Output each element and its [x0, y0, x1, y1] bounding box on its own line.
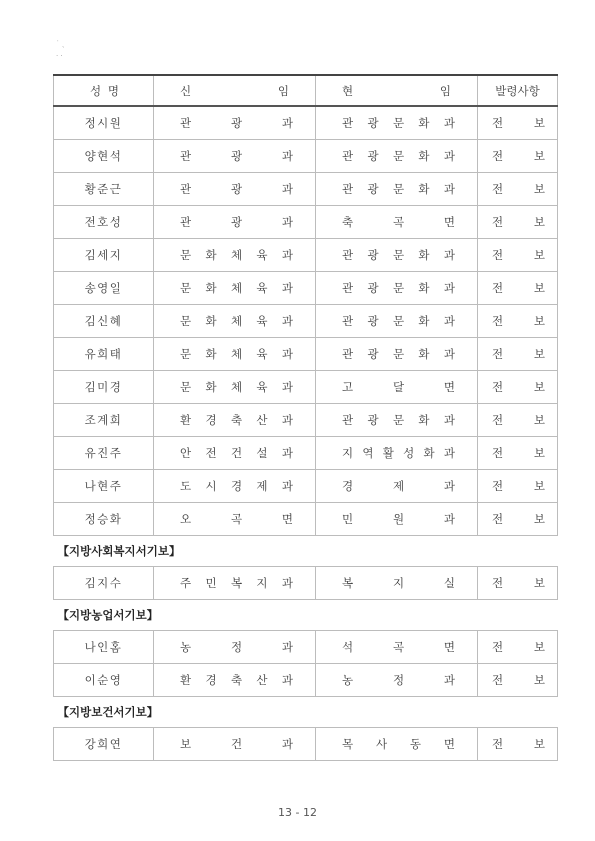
person-name: 김신혜 — [54, 305, 154, 338]
scan-specks: ˙ ˎ · · — [56, 40, 66, 60]
current-post-cell: 축 곡 면 — [316, 206, 478, 239]
current-post-cell: 석 곡 면 — [316, 631, 478, 664]
new-post-cell: 보 건 과 — [154, 728, 316, 761]
table-row — [54, 106, 558, 140]
action-cell: 전 보 — [478, 404, 558, 437]
new-post-cell: 문 화 체 육 과 — [154, 239, 316, 272]
table-row — [54, 631, 558, 664]
new-post-cell: 주 민 복 지 과 — [154, 567, 316, 600]
table-row — [54, 437, 558, 470]
current-post-cell: 관 광 문 화 과 — [316, 305, 478, 338]
new-post-cell: 안 전 건 설 과 — [154, 437, 316, 470]
table-row — [54, 338, 558, 371]
person-name: 황준근 — [54, 173, 154, 206]
new-post-cell: 문 화 체 육 과 — [154, 338, 316, 371]
section-header-row — [54, 536, 558, 567]
table-row — [54, 272, 558, 305]
table-row — [54, 206, 558, 239]
table-row — [54, 404, 558, 437]
current-post-cell: 민 원 과 — [316, 503, 478, 536]
header-action: 발령사항 — [478, 75, 558, 106]
person-name: 강희연 — [54, 728, 154, 761]
person-name: 나현주 — [54, 470, 154, 503]
action-cell: 전 보 — [478, 173, 558, 206]
new-post-cell: 오 곡 면 — [154, 503, 316, 536]
table-row — [54, 728, 558, 761]
current-post-cell: 복 지 실 — [316, 567, 478, 600]
table-row — [54, 140, 558, 173]
current-post-cell: 관 광 문 화 과 — [316, 272, 478, 305]
current-post-cell: 목 사 동 면 — [316, 728, 478, 761]
person-name: 송영일 — [54, 272, 154, 305]
new-post-cell: 관 광 과 — [154, 206, 316, 239]
current-post-cell: 관 광 문 화 과 — [316, 239, 478, 272]
new-post-cell: 도 시 경 제 과 — [154, 470, 316, 503]
table-row — [54, 173, 558, 206]
new-post-cell: 농 정 과 — [154, 631, 316, 664]
current-post-cell: 관 광 문 화 과 — [316, 106, 478, 140]
action-cell: 전 보 — [478, 106, 558, 140]
table-row — [54, 503, 558, 536]
personnel-table — [53, 74, 558, 761]
current-post-cell: 관 광 문 화 과 — [316, 338, 478, 371]
person-name: 김지수 — [54, 567, 154, 600]
action-cell: 전 보 — [478, 631, 558, 664]
person-name: 전호성 — [54, 206, 154, 239]
current-post-cell: 관 광 문 화 과 — [316, 173, 478, 206]
action-cell: 전 보 — [478, 305, 558, 338]
action-cell: 전 보 — [478, 338, 558, 371]
action-cell: 전 보 — [478, 239, 558, 272]
table-row — [54, 567, 558, 600]
new-post-cell: 관 광 과 — [154, 173, 316, 206]
new-post-cell: 문 화 체 육 과 — [154, 305, 316, 338]
new-post-cell: 문 화 체 육 과 — [154, 272, 316, 305]
section-title: 【지방보건서기보】 — [54, 697, 558, 728]
new-post-cell: 관 광 과 — [154, 106, 316, 140]
person-name: 이순영 — [54, 664, 154, 697]
person-name: 나인홈 — [54, 631, 154, 664]
person-name: 정승화 — [54, 503, 154, 536]
current-post-cell: 농 정 과 — [316, 664, 478, 697]
current-post-cell: 관 광 문 화 과 — [316, 404, 478, 437]
person-name: 유희태 — [54, 338, 154, 371]
section-header-row — [54, 600, 558, 631]
page-number: 13 - 12 — [278, 806, 317, 819]
action-cell: 전 보 — [478, 728, 558, 761]
current-post-cell: 지 역 활 성 화 과 — [316, 437, 478, 470]
action-cell: 전 보 — [478, 664, 558, 697]
person-name: 김세지 — [54, 239, 154, 272]
person-name: 양현석 — [54, 140, 154, 173]
header-current-post: 현 임 — [316, 75, 478, 106]
table-body — [54, 106, 558, 761]
current-post-cell: 고 달 면 — [316, 371, 478, 404]
action-cell: 전 보 — [478, 140, 558, 173]
action-cell: 전 보 — [478, 470, 558, 503]
table-row — [54, 305, 558, 338]
action-cell: 전 보 — [478, 567, 558, 600]
table-row — [54, 239, 558, 272]
header-name: 성 명 — [54, 75, 154, 106]
action-cell: 전 보 — [478, 437, 558, 470]
current-post-cell: 경 제 과 — [316, 470, 478, 503]
person-name: 김미경 — [54, 371, 154, 404]
current-post-cell: 관 광 문 화 과 — [316, 140, 478, 173]
table-row — [54, 371, 558, 404]
table-header-row — [54, 75, 558, 106]
new-post-cell: 환 경 축 산 과 — [154, 664, 316, 697]
header-new-post: 신 임 — [154, 75, 316, 106]
action-cell: 전 보 — [478, 503, 558, 536]
new-post-cell: 환 경 축 산 과 — [154, 404, 316, 437]
section-header-row — [54, 697, 558, 728]
action-cell: 전 보 — [478, 371, 558, 404]
section-title: 【지방사회복지서기보】 — [54, 536, 558, 567]
new-post-cell: 관 광 과 — [154, 140, 316, 173]
section-title: 【지방농업서기보】 — [54, 600, 558, 631]
table-row — [54, 664, 558, 697]
person-name: 유진주 — [54, 437, 154, 470]
person-name: 조계희 — [54, 404, 154, 437]
new-post-cell: 문 화 체 육 과 — [154, 371, 316, 404]
action-cell: 전 보 — [478, 206, 558, 239]
action-cell: 전 보 — [478, 272, 558, 305]
person-name: 정시원 — [54, 106, 154, 140]
table-row — [54, 470, 558, 503]
